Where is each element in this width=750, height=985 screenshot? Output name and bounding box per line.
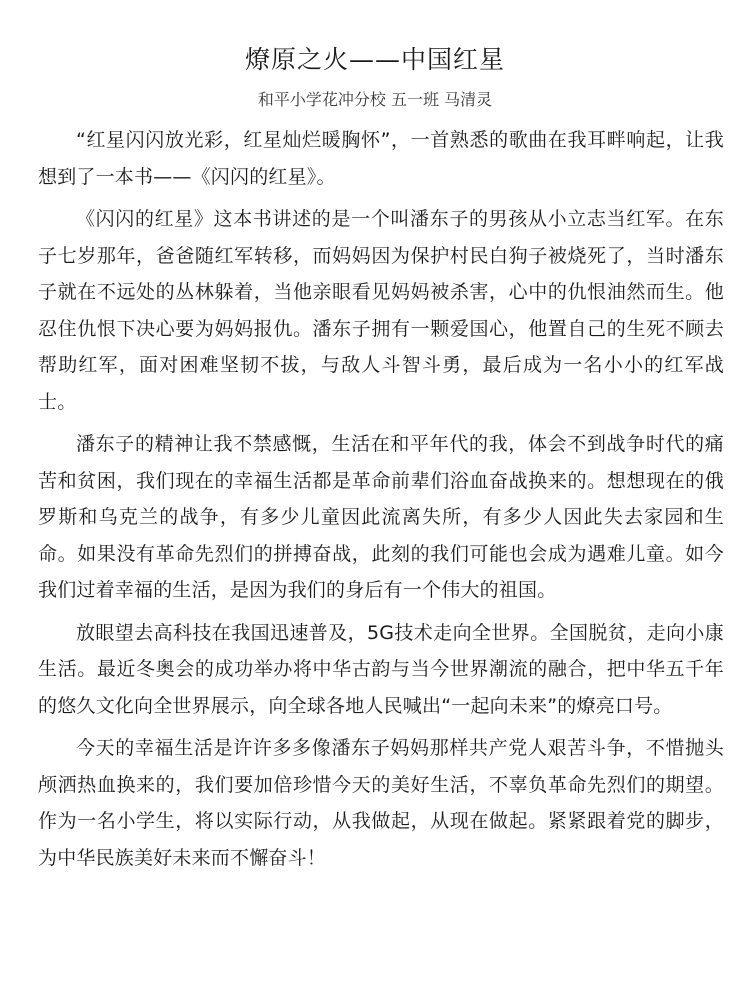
essay-title: 燎原之火——中国红星 — [244, 45, 505, 74]
paragraph: 《闪闪的红星》这本书讲述的是一个叫潘东子的男孩从小立志当红军。在东子七岁那年，爸爸随红军转移，而妈妈因为保护村民白狗子被烧死了，当时潘东子就在不远处的丛林躲着，当他亲眼看见妈妈被杀害，心中的仇恨油然而生。他忍住仇恨下决心要为妈妈报仇。潘东子拥有一颗爱国心，他置自己的生死不顾去帮助红军，面对困难坚韧不拔，与敌人斗智斗勇，最后成为一名小小的红军战士。 — [38, 208, 724, 413]
paragraph: 放眼望去高科技在我国迅速普及，5G技术走向全世界。全国脱贫，走向小康生活。最近冬奥会的成功举办将中华古韵与当今世界潮流的融合，把中华五千年的悠久文化向全世界展示，向全球各地人民喊出“一起向未来”的燎亮口号。 — [38, 621, 724, 717]
paragraph: 潘东子的精神让我不禁感慨，生活在和平年代的我，体会不到战争时代的痛苦和贫困，我们现在的幸福生活都是革命前辈们浴血奋战换来的。想想现在的俄罗斯和乌克兰的战争，有多少儿童因此流离失所，有多少人因此失去家园和生命。如果没有革命先烈们的拼搏奋战，此刻的我们可能也会成为遇难儿童。如今我们过着幸福的生活，是因为我们的身后有一个伟大的祖国。 — [38, 433, 724, 601]
paragraph: “红星闪闪放光彩，红星灿烂暖胸怀”，一首熟悉的歌曲在我耳畔响起，让我想到了一本书——《闪闪的红星》。 — [38, 129, 724, 188]
author-byline: 和平小学花冲分校 五一班 马清灵 — [257, 90, 493, 109]
essay-body — [38, 122, 724, 882]
paragraph: 今天的幸福生活是许许多多像潘东子妈妈那样共产党人艰苦斗争，不惜抛头颅洒热血换来的，我们要加倍珍惜今天的美好生活，不辜负革命先烈们的期望。作为一名小学生，将以实际行动，从我做起，从现在做起。紧紧跟着党的脚步，为中华民族美好未来而不懈奋斗！ — [38, 737, 724, 869]
